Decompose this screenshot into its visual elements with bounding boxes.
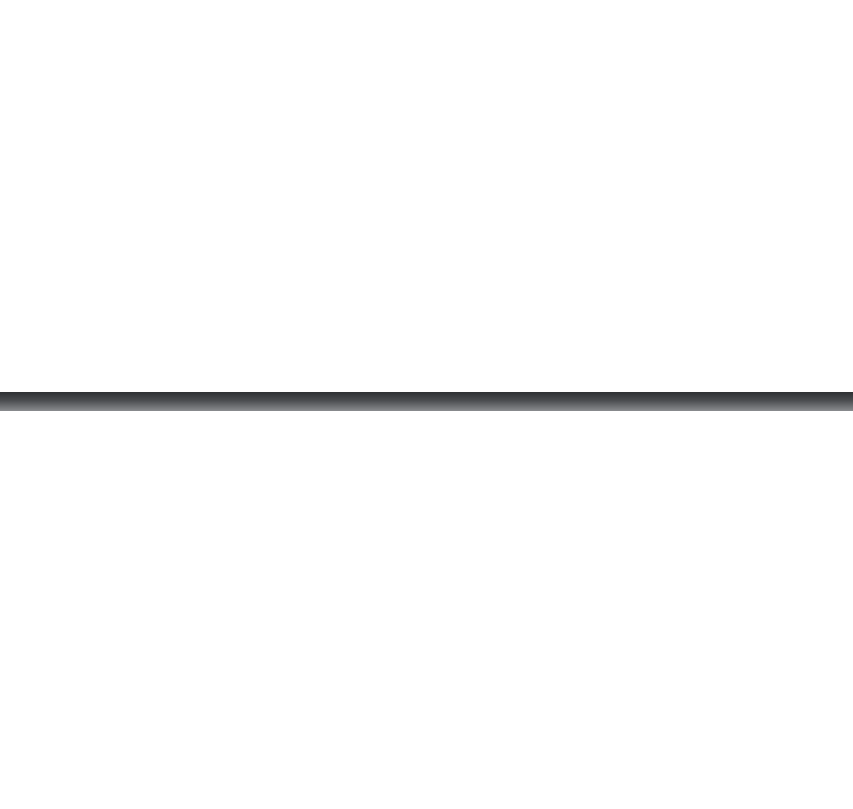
- document-page-14: [0, 0, 853, 392]
- document-page-15: [0, 411, 853, 809]
- section-heading: [38, 13, 51, 37]
- page-separator: [0, 392, 853, 411]
